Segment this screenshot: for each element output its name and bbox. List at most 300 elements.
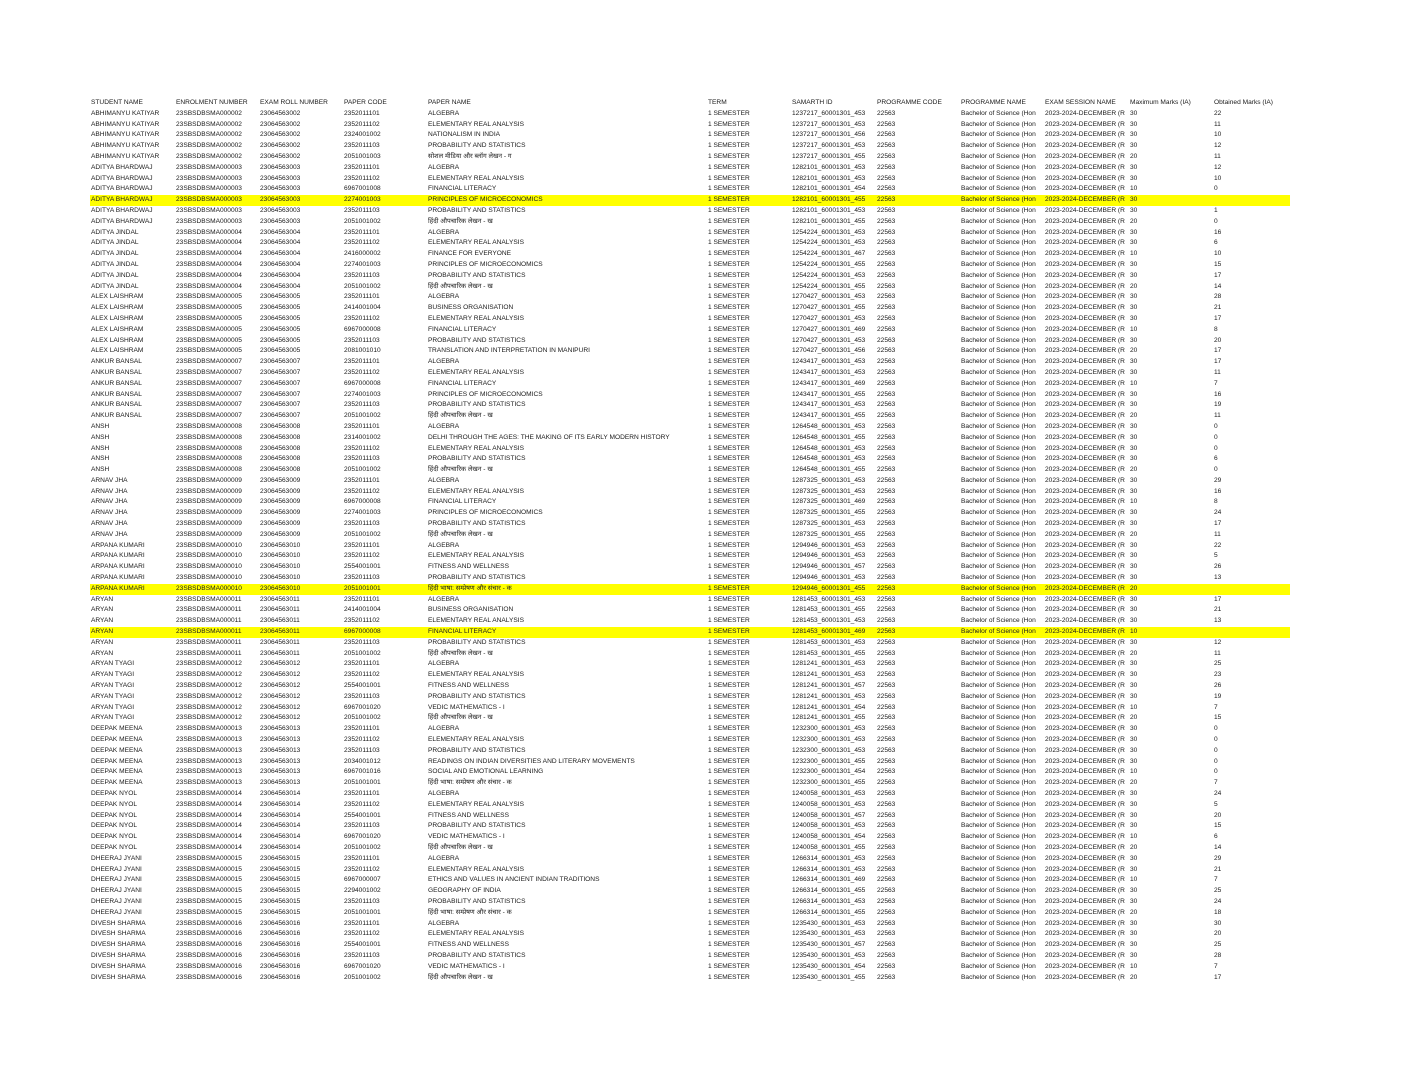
table-row [90,649,1290,660]
table-cell: 20 [1214,336,1222,344]
table-row [90,292,1290,303]
table-cell: Bachelor of Science (Hon [961,455,1036,463]
table-cell: 23064563008 [260,433,301,441]
table-cell: 30 [1130,174,1138,182]
table-cell: 22563 [877,973,896,981]
table-cell: 1266314_60001301_469 [792,876,866,884]
table-cell: 2352011103 [344,271,380,279]
table-cell: 10 [1130,628,1138,636]
table-cell: 23SBSDBSMA000015 [176,865,242,873]
table-cell: 7 [1214,962,1218,970]
table-cell: 30 [1130,800,1138,808]
table-cell: 2023-2024-DECEMBER (R [1045,282,1125,290]
table-cell: 2023-2024-DECEMBER (R [1045,897,1125,905]
table-cell: ARYAN [91,638,114,646]
table-cell: 23064563007 [260,412,301,420]
table-row [90,973,1290,984]
table-row [90,789,1290,800]
table-cell: 2023-2024-DECEMBER (R [1045,271,1125,279]
table-cell: 30 [1130,725,1138,733]
table-cell: 23064563009 [260,520,301,528]
table-row [90,238,1290,249]
table-cell: 2352011102 [344,444,380,452]
table-cell: 1282101_60001301_454 [792,185,866,193]
table-cell: 22563 [877,530,896,538]
table-cell: ARYAN [91,649,114,657]
table-row [90,336,1290,347]
table-cell: 6 [1214,239,1218,247]
table-cell: ARYAN TYAGI [91,703,135,711]
table-cell: 30 [1130,487,1138,495]
table-row [90,379,1290,390]
table-cell: 2051001002 [344,217,381,225]
table-cell: PRINCIPLES OF MICROECONOMICS [428,260,543,268]
table-cell: Bachelor of Science (Hon [961,433,1036,441]
table-row [90,282,1290,293]
table-cell: Bachelor of Science (Hon [961,876,1036,884]
table-cell: 2352011102 [344,239,380,247]
table-cell: PROBABILITY AND STATISTICS [428,638,526,646]
table-cell: 23SBSDBSMA000004 [176,282,242,290]
header-cell: PAPER NAME [428,99,471,106]
table-cell: 23SBSDBSMA000013 [176,736,242,744]
table-cell: ARYAN TYAGI [91,671,135,679]
table-cell: 1 SEMESTER [708,325,750,333]
table-cell: 1 SEMESTER [708,606,750,614]
table-cell: 2034001012 [344,757,381,765]
table-cell: 1294946_60001301_453 [792,574,866,582]
table-cell: Bachelor of Science (Hon [961,152,1036,160]
table-cell: 1237217_60001301_456 [792,131,866,139]
table-cell: 1281453_60001301_455 [792,606,866,614]
table-cell: 23SBSDBSMA000015 [176,876,242,884]
table-cell: ADITYA JINDAL [91,239,139,247]
table-cell: ARPANA KUMARI [91,574,145,582]
table-row [90,821,1290,832]
table-cell: 23SBSDBSMA000003 [176,174,242,182]
table-cell: 25 [1214,887,1222,895]
table-cell: 29 [1214,476,1222,484]
table-cell: 30 [1130,865,1138,873]
table-cell: DHEERAJ JYANI [91,854,142,862]
table-cell: 0 [1214,433,1218,441]
table-cell: 1281241_60001301_455 [792,714,866,722]
table-cell: 1237217_60001301_453 [792,109,866,117]
table-cell: 22563 [877,347,896,355]
table-cell: 30 [1130,390,1138,398]
table-cell: 2352011101 [344,660,380,668]
table-cell: 30 [1130,433,1138,441]
table-cell: 2023-2024-DECEMBER (R [1045,239,1125,247]
table-cell: 1287325_60001301_453 [792,487,866,495]
table-cell: 30 [1130,109,1138,117]
table-row [90,541,1290,552]
table-cell: 23SBSDBSMA000016 [176,962,242,970]
table-cell: DEEPAK NYOL [91,800,138,808]
table-cell: 1232300_60001301_454 [792,768,866,776]
table-cell: DEEPAK MEENA [91,768,143,776]
table-cell: ARYAN [91,595,114,603]
table-cell: Bachelor of Science (Hon [961,228,1036,236]
table-row-highlighted [90,627,1290,638]
table-cell: 1240058_60001301_453 [792,800,866,808]
table-cell: 1 SEMESTER [708,314,750,322]
table-cell: 10 [1130,768,1138,776]
table-cell: 23SBSDBSMA000004 [176,250,242,258]
table-cell: 1 SEMESTER [708,476,750,484]
table-cell: 17 [1214,358,1222,366]
table-cell: ARYAN [91,606,114,614]
table-cell: 22563 [877,163,896,171]
table-cell: 1 SEMESTER [708,962,750,970]
table-cell: 1 SEMESTER [708,768,750,776]
table-cell: 2023-2024-DECEMBER (R [1045,768,1125,776]
table-cell: 23SBSDBSMA000004 [176,260,242,268]
table-cell: Bachelor of Science (Hon [961,833,1036,841]
table-cell: 23064563015 [260,908,301,916]
table-cell: ELEMENTARY REAL ANALYSIS [428,617,525,625]
table-cell: 23064563010 [260,541,301,549]
table-cell: 23SBSDBSMA000008 [176,444,242,452]
table-cell: Bachelor of Science (Hon [961,714,1036,722]
table-cell: Bachelor of Science (Hon [961,628,1036,636]
table-cell: Bachelor of Science (Hon [961,930,1036,938]
table-cell: 23SBSDBSMA000007 [176,368,242,376]
table-cell: 30 [1130,790,1138,797]
table-cell: 23SBSDBSMA000012 [176,703,242,711]
table-cell: 22563 [877,736,896,744]
table-cell: 2051001002 [344,973,381,981]
table-row [90,605,1290,616]
table-cell: 23064563013 [260,768,301,776]
table-cell: 23064563011 [260,628,300,636]
table-row [90,929,1290,940]
table-cell: 0 [1214,757,1218,765]
table-cell: 1 SEMESTER [708,854,750,862]
table-cell: हिंदी औपचारिक लेखन - ख [428,649,493,657]
table-cell: Bachelor of Science (Hon [961,757,1036,765]
table-cell: 23 [1214,671,1222,679]
table-cell: 14 [1214,282,1222,290]
table-cell: 2023-2024-DECEMBER (R [1045,476,1125,484]
table-cell: 23SBSDBSMA000009 [176,530,242,538]
table-cell: 2023-2024-DECEMBER (R [1045,433,1125,441]
table-cell: 23SBSDBSMA000007 [176,379,242,387]
table-cell: 1240058_60001301_454 [792,833,866,841]
table-cell: 23064563012 [260,660,301,668]
table-cell: 23064563003 [260,217,301,225]
table-cell: 2352011102 [344,314,380,322]
table-cell: 26 [1214,563,1222,571]
table-row [90,260,1290,271]
table-cell: 17 [1214,347,1222,355]
table-cell: Bachelor of Science (Hon [961,671,1036,679]
table-cell: 23064563013 [260,736,301,744]
table-cell: 23064563009 [260,476,301,484]
table-cell: 30 [1130,736,1138,744]
table-cell: 23SBSDBSMA000004 [176,271,242,279]
table-row [90,616,1290,627]
table-cell: 23SBSDBSMA000005 [176,293,242,301]
table-cell: 1 SEMESTER [708,617,750,625]
table-row [90,735,1290,746]
table-cell: 23064563014 [260,843,301,851]
table-cell: 2023-2024-DECEMBER (R [1045,790,1125,797]
table-cell: 2023-2024-DECEMBER (R [1045,779,1125,787]
table-cell: FITNESS AND WELLNESS [428,682,509,690]
table-cell: 22563 [877,671,896,679]
table-cell: 1 SEMESTER [708,919,750,927]
table-cell: Bachelor of Science (Hon [961,822,1036,830]
table-cell: 1 SEMESTER [708,790,750,797]
table-cell: 23064563005 [260,347,301,355]
table-cell: 2554001001 [344,682,381,690]
table-row [90,141,1290,152]
table-cell: 23064563014 [260,833,301,841]
table-cell: 10 [1130,962,1138,970]
table-cell: FINANCIAL LITERACY [428,325,497,333]
table-cell: 1 SEMESTER [708,530,750,538]
table-cell: 22563 [877,843,896,851]
table-cell: 10 [1130,498,1138,506]
table-cell: 1 SEMESTER [708,595,750,603]
table-cell: Bachelor of Science (Hon [961,314,1036,322]
table-cell: 30 [1130,951,1138,959]
table-cell: 22563 [877,520,896,528]
table-cell: ELEMENTARY REAL ANALYSIS [428,239,525,247]
table-cell: 22563 [877,692,896,700]
header-cell: PROGRAMME NAME [961,99,1026,106]
table-cell: 23064563012 [260,703,301,711]
table-cell: 20 [1130,282,1138,290]
table-cell: 2023-2024-DECEMBER (R [1045,520,1125,528]
table-cell: 2023-2024-DECEMBER (R [1045,498,1125,506]
table-cell: Bachelor of Science (Hon [961,401,1036,409]
table-row [90,908,1290,919]
table-cell: 6967001020 [344,703,381,711]
table-cell: 1270427_60001301_453 [792,293,866,301]
table-cell: 1 SEMESTER [708,897,750,905]
table-cell: 6967001016 [344,768,381,776]
table-cell: 2023-2024-DECEMBER (R [1045,574,1125,582]
table-cell: 1282101_60001301_453 [792,174,866,182]
table-cell: 23064563004 [260,250,301,258]
table-cell: ANSH [91,455,110,463]
table-cell: DIVESH SHARMA [91,951,146,959]
table-cell: 2352011103 [344,401,380,409]
table-cell: 22563 [877,142,896,150]
table-cell: 23SBSDBSMA000009 [176,520,242,528]
table-cell: 23064563007 [260,368,301,376]
table-cell: 23SBSDBSMA000013 [176,768,242,776]
table-cell: 15 [1214,822,1222,830]
table-cell: Bachelor of Science (Hon [961,736,1036,744]
table-cell: 23064563016 [260,962,301,970]
table-cell: 23064563009 [260,509,301,517]
table-cell: 23SBSDBSMA000016 [176,930,242,938]
table-row [90,465,1290,476]
table-cell: 23SBSDBSMA000015 [176,854,242,862]
table-cell: 23SBSDBSMA000003 [176,163,242,171]
table-cell: 2352011103 [344,520,380,528]
table-cell: ADITYA BHARDWAJ [91,217,153,225]
header-row [90,98,1290,109]
table-cell: 23SBSDBSMA000013 [176,779,242,787]
table-cell: Bachelor of Science (Hon [961,206,1036,214]
table-cell: Bachelor of Science (Hon [961,487,1036,495]
table-cell: 23064563008 [260,444,301,452]
table-cell: Bachelor of Science (Hon [961,725,1036,733]
table-cell: PRINCIPLES OF MICROECONOMICS [428,509,543,517]
table-cell: 1 SEMESTER [708,671,750,679]
table-cell: 10 [1130,379,1138,387]
table-cell: 1281453_60001301_453 [792,638,866,646]
table-cell: 6967000008 [344,498,381,506]
table-row [90,476,1290,487]
table-cell: 2023-2024-DECEMBER (R [1045,379,1125,387]
table-cell: 2352011103 [344,746,380,754]
table-cell: 16 [1214,487,1222,495]
table-cell: ADITYA BHARDWAJ [91,163,153,171]
table-cell: 23SBSDBSMA000003 [176,196,242,204]
table-cell: 24 [1214,790,1222,797]
table-row [90,681,1290,692]
table-cell: 23SBSDBSMA000005 [176,325,242,333]
table-cell: 2023-2024-DECEMBER (R [1045,422,1125,430]
header-cell: EXAM SESSION NAME [1045,99,1116,106]
table-cell: 20 [1130,466,1138,474]
table-cell: 22563 [877,854,896,862]
table-cell: हिंदी औपचारिक लेखन - ख [428,282,493,290]
table-cell: 30 [1130,660,1138,668]
table-cell: 0 [1214,217,1218,225]
table-cell: VEDIC MATHEMATICS - I [428,703,505,711]
table-row [90,174,1290,185]
table-cell: Bachelor of Science (Hon [961,574,1036,582]
table-cell: 23064563004 [260,282,301,290]
table-cell: 11 [1214,530,1221,538]
table-cell: 2023-2024-DECEMBER (R [1045,250,1125,258]
table-cell: 2023-2024-DECEMBER (R [1045,185,1125,193]
header-cell: EXAM ROLL NUMBER [260,99,328,106]
table-cell: Bachelor of Science (Hon [961,541,1036,549]
table-cell: 20 [1130,412,1138,420]
table-cell: 2294001002 [344,887,381,895]
table-cell: ANSH [91,433,110,441]
table-cell: 23064563008 [260,466,301,474]
table-cell: 2081001010 [344,347,381,355]
table-cell: ALGEBRA [428,293,460,301]
table-cell: 23064563004 [260,228,301,236]
table-row [90,951,1290,962]
table-cell: 5 [1214,552,1218,560]
table-cell: Bachelor of Science (Hon [961,606,1036,614]
table-cell: 1 SEMESTER [708,628,750,636]
table-cell: 10 [1130,250,1138,258]
table-cell: 23064563015 [260,854,301,862]
table-cell: 2274001003 [344,390,381,398]
table-cell: PROBABILITY AND STATISTICS [428,951,526,959]
table-cell: 1281453_60001301_469 [792,628,866,636]
table-cell: 22563 [877,746,896,754]
table-cell: 10 [1130,833,1138,841]
table-cell: Bachelor of Science (Hon [961,941,1036,949]
table-cell: ARNAV JHA [91,520,128,528]
table-cell: Bachelor of Science (Hon [961,498,1036,506]
table-cell: Bachelor of Science (Hon [961,563,1036,571]
table-cell: ALEX LAISHRAM [91,314,144,322]
table-row [90,638,1290,649]
table-cell: 22563 [877,638,896,646]
table-cell: 1270427_60001301_469 [792,325,866,333]
table-cell: 23064563011 [260,606,300,614]
table-cell: ALEX LAISHRAM [91,293,144,301]
table-cell: 1 SEMESTER [708,887,750,895]
table-row [90,390,1290,401]
table-cell: 23064563010 [260,584,301,592]
table-cell: हिंदी भाषा: सम्प्रेषण और संचार - क [428,584,512,592]
table-cell: ADITYA BHARDWAJ [91,196,153,204]
table-row [90,757,1290,768]
table-cell: 23SBSDBSMA000003 [176,217,242,225]
table-cell: 2023-2024-DECEMBER (R [1045,628,1125,636]
table-cell: 22563 [877,660,896,668]
table-cell: 17 [1214,271,1222,279]
table-cell: 30 [1130,422,1138,430]
table-cell: 10 [1214,174,1222,182]
table-cell: ARNAV JHA [91,476,128,484]
table-cell: TRANSLATION AND INTERPRETATION IN MANIPURI [428,347,590,355]
table-cell: 2554001001 [344,941,381,949]
table-cell: 1243417_60001301_453 [792,368,866,376]
table-cell: 30 [1130,358,1138,366]
header-cell: PROGRAMME CODE [877,99,942,106]
table-cell: PROBABILITY AND STATISTICS [428,520,526,528]
table-cell: हिंदी औपचारिक लेखन - ख [428,530,493,538]
table-cell: PROBABILITY AND STATISTICS [428,206,526,214]
table-cell: 23SBSDBSMA000011 [176,606,242,614]
table-cell: 22563 [877,487,896,495]
table-cell: ARYAN TYAGI [91,692,135,700]
table-cell: हिंदी औपचारिक लेखन - ख [428,217,493,225]
table-cell: 22563 [877,412,896,420]
table-cell: 23SBSDBSMA000010 [176,552,242,560]
table-cell: 1240058_60001301_457 [792,811,866,819]
table-cell: Bachelor of Science (Hon [961,887,1036,895]
table-cell: 1 SEMESTER [708,304,750,312]
table-cell: 30 [1130,271,1138,279]
table-cell: 23SBSDBSMA000012 [176,671,242,679]
table-cell: 23SBSDBSMA000010 [176,541,242,549]
table-row [90,724,1290,735]
table-cell: 28 [1214,293,1222,301]
table-cell: PROBABILITY AND STATISTICS [428,142,526,150]
table-cell: 23SBSDBSMA000012 [176,682,242,690]
table-cell: 1 SEMESTER [708,142,750,150]
table-cell: 1235430_60001301_455 [792,973,866,981]
table-cell: हिंदी भाषा: सम्प्रेषण और संचार - क [428,908,512,916]
table-cell: 26 [1214,682,1222,690]
table-cell: 2023-2024-DECEMBER (R [1045,260,1125,268]
table-cell: 23064563009 [260,530,301,538]
table-cell: 2274001003 [344,260,381,268]
table-cell: 6967000008 [344,628,381,636]
table-cell: 22563 [877,476,896,484]
table-cell: 1 SEMESTER [708,714,750,722]
table-cell: 23064563005 [260,336,301,344]
table-cell: 30 [1130,336,1138,344]
table-cell: 22563 [877,260,896,268]
